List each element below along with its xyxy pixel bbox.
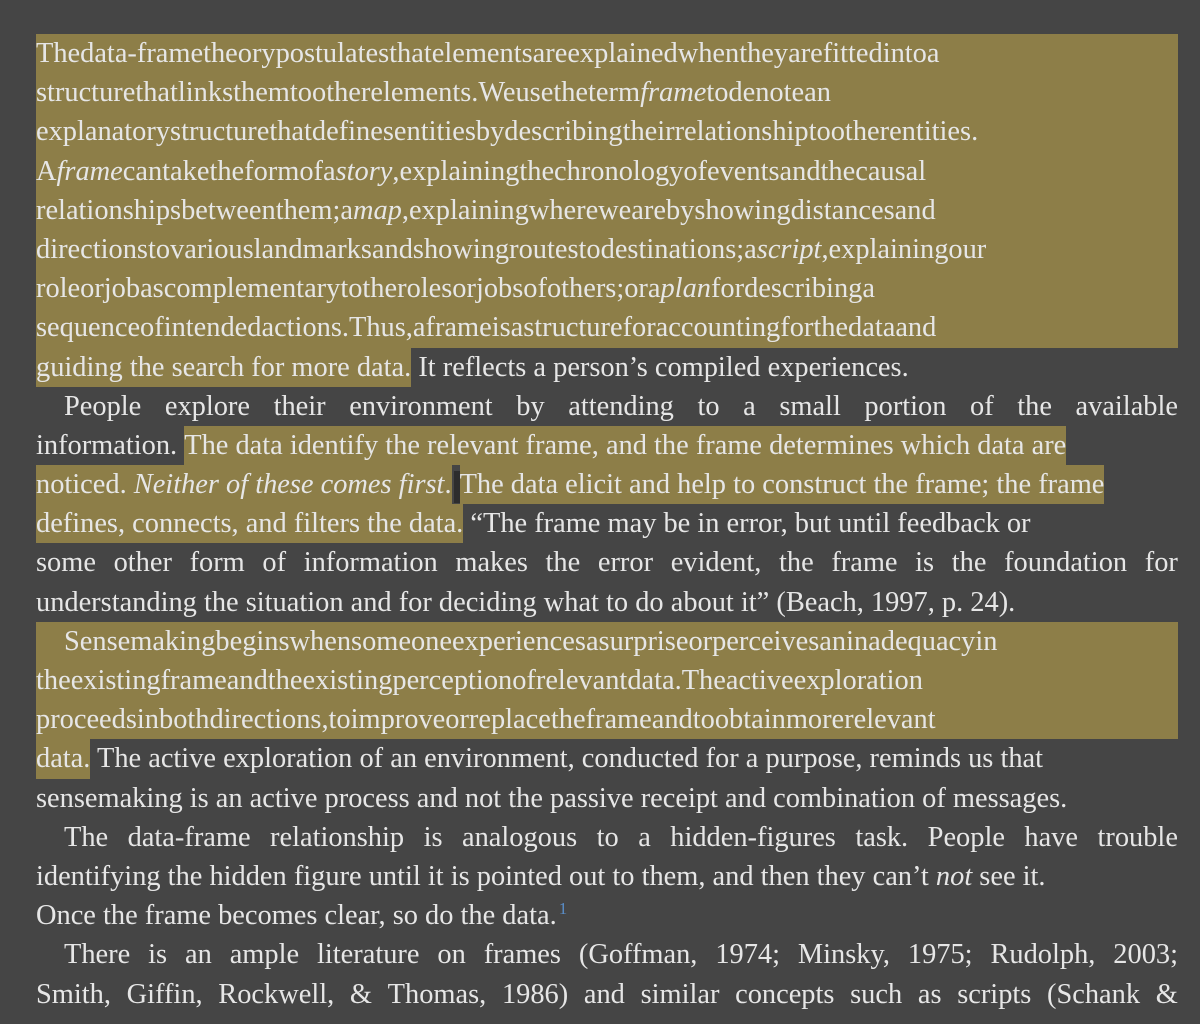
- word: 1975;: [907, 939, 973, 971]
- word: relationship: [270, 821, 405, 853]
- word: an: [819, 625, 847, 657]
- word: frame: [585, 704, 652, 736]
- word: existing: [302, 665, 393, 696]
- word: proceeds: [36, 704, 137, 736]
- word: &: [349, 978, 372, 1010]
- word: Rockwell,: [218, 978, 335, 1010]
- word: a: [743, 390, 756, 422]
- paragraph-text: [36, 818, 1178, 857]
- word: roles: [397, 273, 453, 305]
- paragraph-text: sensemaking is an active process and not the passive receipt and combination of messages.: [36, 782, 1068, 814]
- word: the: [1017, 390, 1052, 422]
- word: other: [113, 547, 172, 579]
- word: and: [583, 978, 625, 1010]
- word: the: [519, 155, 555, 187]
- word: are: [788, 38, 823, 69]
- highlighted-text[interactable]: [36, 34, 1178, 73]
- word: or: [452, 273, 476, 305]
- word: to: [706, 77, 729, 109]
- word: (Goffman,: [578, 939, 698, 971]
- word: a: [510, 312, 524, 344]
- word: frame: [425, 312, 492, 344]
- word: use: [515, 77, 554, 109]
- word: obtain: [714, 704, 786, 736]
- word: events: [707, 155, 780, 187]
- word: A: [36, 155, 57, 187]
- word: various: [170, 233, 254, 265]
- word: we: [598, 194, 632, 226]
- word: intended: [163, 312, 262, 344]
- word: an: [804, 77, 831, 109]
- paragraph-text: understanding the situation and for deciding what to do about it” (Beach, 1997, p. 24).: [36, 586, 1016, 618]
- word: the: [209, 155, 245, 187]
- word: attending: [568, 390, 674, 422]
- word: frame: [831, 547, 898, 579]
- word: concepts: [735, 978, 835, 1010]
- word: or: [445, 704, 469, 736]
- text-line: [36, 543, 1178, 582]
- word: relevant: [535, 665, 628, 696]
- word: both: [159, 704, 210, 736]
- word: directions: [36, 233, 148, 265]
- word: where: [528, 194, 599, 226]
- word: have: [1024, 821, 1079, 853]
- word: The: [681, 665, 726, 696]
- word: elements: [431, 38, 533, 69]
- word: the: [362, 273, 398, 305]
- word: theory: [203, 38, 276, 69]
- word: entities.: [889, 116, 979, 148]
- word: and: [371, 233, 413, 265]
- word: relationship: [674, 116, 809, 148]
- word: role: [36, 273, 81, 305]
- word: literature: [317, 939, 420, 971]
- word: is: [491, 312, 511, 344]
- word: inadequacy: [846, 625, 976, 657]
- word: is: [423, 821, 443, 853]
- word: the: [267, 665, 303, 696]
- word: and: [894, 194, 936, 226]
- text-line: [36, 191, 1178, 230]
- word: our: [948, 233, 987, 265]
- word: a: [585, 625, 599, 657]
- word: information: [303, 547, 438, 579]
- text-line: [36, 308, 1178, 347]
- word: entities: [393, 116, 476, 148]
- word: or: [624, 273, 648, 305]
- word: Minsky,: [797, 939, 890, 971]
- word: explaining: [828, 233, 949, 265]
- word: that: [269, 116, 312, 148]
- word: chronology: [554, 155, 684, 187]
- word: &: [1155, 978, 1178, 1010]
- word: showing: [412, 233, 510, 265]
- word: the: [553, 77, 589, 109]
- word: available: [1075, 390, 1178, 422]
- word: a: [323, 155, 336, 187]
- word: to: [596, 821, 619, 853]
- word: task.: [855, 821, 909, 853]
- word: to: [697, 390, 720, 422]
- paragraph-text: [36, 935, 1178, 974]
- word: of: [512, 665, 536, 696]
- word: Rudolph,: [990, 939, 1096, 971]
- word: frame: [640, 77, 707, 109]
- word: Thomas,: [387, 978, 487, 1010]
- text-line: [36, 622, 1178, 661]
- word: to: [578, 233, 601, 265]
- word: them;: [275, 194, 341, 226]
- word: elements.: [370, 77, 479, 109]
- word: explaining: [399, 155, 520, 187]
- highlighted-text[interactable]: guiding the search for more data.: [36, 348, 411, 387]
- word: postulates: [275, 38, 390, 69]
- paragraph-text: [36, 387, 1178, 426]
- highlighted-text[interactable]: noticed. Neither of these comes first.: [36, 465, 452, 504]
- word: on: [437, 939, 466, 971]
- word: form: [189, 547, 245, 579]
- word: describing: [744, 273, 863, 305]
- word: form: [244, 155, 300, 187]
- word: of: [262, 547, 287, 579]
- word: are: [631, 194, 666, 226]
- word: People: [927, 821, 1005, 853]
- word: landmarks: [253, 233, 372, 265]
- word: job: [103, 273, 141, 305]
- word: into: [882, 38, 927, 69]
- word: analogous: [462, 821, 578, 853]
- text-line: [36, 152, 1178, 191]
- text-line: [36, 739, 1178, 778]
- word: describing: [504, 116, 623, 148]
- word: plan: [660, 273, 711, 305]
- word: (Schank: [1047, 978, 1141, 1010]
- word: a: [926, 38, 940, 69]
- highlighted-text[interactable]: [36, 152, 1178, 191]
- word: explore: [164, 390, 250, 422]
- word: to: [340, 273, 363, 305]
- word: data-frame: [80, 38, 204, 69]
- word: for: [710, 273, 745, 305]
- highlighted-text[interactable]: [36, 622, 1178, 661]
- word: explanatory: [36, 116, 171, 148]
- word: active: [725, 665, 794, 696]
- highlighted-text[interactable]: [36, 191, 1178, 230]
- word: of: [523, 273, 547, 305]
- word: The: [36, 38, 81, 69]
- text-line: [36, 34, 1178, 73]
- word: routes: [509, 233, 579, 265]
- word: relationships: [36, 194, 182, 226]
- word: or: [80, 273, 104, 305]
- word: foundation: [1004, 547, 1128, 579]
- word: links: [177, 77, 234, 109]
- word: People: [64, 390, 142, 422]
- paragraph-text: “The frame may be in error, but until feedback or: [463, 508, 1031, 540]
- word: accounting: [655, 312, 781, 344]
- highlighted-text[interactable]: [36, 269, 1178, 308]
- highlighted-text[interactable]: data.: [36, 739, 90, 778]
- word: experiences: [451, 625, 586, 657]
- word: and: [779, 155, 821, 187]
- word: directions,: [209, 704, 329, 736]
- word: other: [830, 116, 890, 148]
- word: a: [744, 233, 757, 265]
- word: jobs: [475, 273, 524, 305]
- word: others;: [546, 273, 625, 305]
- document-page: [36, 34, 1178, 1024]
- word: for: [780, 312, 814, 344]
- word: destinations;: [600, 233, 745, 265]
- word: is: [148, 939, 168, 971]
- word: scripts: [957, 978, 1032, 1010]
- word: evident,: [670, 547, 762, 579]
- highlighted-text[interactable]: [36, 230, 1178, 269]
- word: in: [136, 704, 159, 736]
- word: for: [622, 312, 656, 344]
- word: their: [622, 116, 675, 148]
- word: to: [147, 233, 171, 265]
- word: exploration: [793, 665, 923, 696]
- word: replace: [468, 704, 551, 736]
- word: actions.: [261, 312, 349, 344]
- word: existing: [70, 665, 161, 696]
- word: an: [184, 939, 212, 971]
- word: term: [588, 77, 641, 109]
- word: as: [140, 273, 164, 305]
- word: surprise: [598, 625, 689, 657]
- word: a: [412, 312, 426, 344]
- text-line: [36, 426, 1178, 465]
- word: explaining: [408, 194, 529, 226]
- word: by: [516, 390, 545, 422]
- text-line: [36, 935, 1178, 974]
- word: Thus,: [348, 312, 413, 344]
- word: by: [475, 116, 505, 148]
- text-line: [36, 857, 1178, 896]
- word: makes: [455, 547, 528, 579]
- word: to: [289, 77, 312, 109]
- text-line: [36, 700, 1178, 739]
- word: similar: [640, 978, 720, 1010]
- word: structure: [170, 116, 270, 148]
- text-line: [36, 465, 1178, 504]
- text-line: [36, 661, 1178, 700]
- word: perception: [392, 665, 513, 696]
- word: ample: [229, 939, 300, 971]
- word: to: [328, 704, 351, 736]
- word: someone: [351, 625, 452, 657]
- word: 1974;: [715, 939, 780, 971]
- highlighted-text[interactable]: [36, 308, 1178, 347]
- text-line: [36, 504, 1178, 543]
- text-line: [36, 348, 1178, 387]
- text-line: [36, 112, 1178, 151]
- word: their: [273, 390, 326, 422]
- text-line: [36, 896, 1178, 935]
- word: they: [739, 38, 789, 69]
- word: defines: [311, 116, 394, 148]
- word: complementary: [163, 273, 341, 305]
- paragraph-text: information.: [36, 429, 185, 461]
- word: the: [545, 547, 581, 579]
- word: begins: [215, 625, 290, 657]
- word: that: [389, 38, 432, 69]
- text-line: [36, 230, 1178, 269]
- paragraph-text: [36, 975, 1178, 1014]
- highlighted-text[interactable]: The data elicit and help to construct the frame; the frame: [460, 465, 1105, 504]
- word: when: [289, 625, 352, 657]
- highlighted-text[interactable]: [36, 661, 1178, 700]
- word: showing: [694, 194, 791, 226]
- word: data-frame: [127, 821, 251, 853]
- paragraph-text: Once the frame becomes clear, so do the data.: [36, 900, 557, 932]
- word: of: [970, 390, 994, 422]
- word: and: [895, 312, 937, 344]
- word: to: [692, 704, 715, 736]
- word: a: [862, 273, 875, 305]
- highlighted-text[interactable]: [36, 700, 1178, 739]
- word: hidden-figures: [670, 821, 836, 853]
- word: distances: [790, 194, 895, 226]
- word: structure: [36, 77, 136, 109]
- word: between: [181, 194, 276, 226]
- word: more: [785, 704, 845, 736]
- word: that: [135, 77, 178, 109]
- word: trouble: [1097, 821, 1178, 853]
- word: portion: [864, 390, 947, 422]
- paragraph-text: It reflects a person’s compiled experiences.: [411, 351, 909, 383]
- text-line: [36, 779, 1178, 818]
- paragraph-text: identifying the hidden figure until it is pointed out to them, and then they can’t not see it.: [36, 860, 1046, 892]
- word: 2003;: [1113, 939, 1178, 971]
- word: the: [951, 547, 987, 579]
- word: in: [975, 625, 998, 657]
- word: relevant: [844, 704, 936, 736]
- word: We: [478, 77, 516, 109]
- word: There: [64, 939, 131, 971]
- word: as: [917, 978, 942, 1010]
- word: frame: [56, 155, 123, 187]
- word: take: [162, 155, 210, 187]
- footnote-link[interactable]: 1: [558, 898, 568, 918]
- word: frame: [160, 665, 227, 696]
- text-line: [36, 387, 1178, 426]
- word: frames: [483, 939, 561, 971]
- word: data: [848, 312, 896, 344]
- word: small: [779, 390, 841, 422]
- word: environment: [349, 390, 493, 422]
- word: the: [813, 312, 849, 344]
- word: can: [122, 155, 163, 187]
- word: and: [651, 704, 693, 736]
- paragraph-text: The active exploration of an environment, conducted for a purpose, reminds us that: [90, 743, 1044, 775]
- word: or: [688, 625, 713, 657]
- word: by: [665, 194, 695, 226]
- word: error: [597, 547, 654, 579]
- word: when: [677, 38, 740, 69]
- word: the: [550, 704, 586, 736]
- word: perceives: [712, 625, 820, 657]
- word: the: [779, 547, 814, 579]
- word: such: [850, 978, 903, 1010]
- word: story,: [335, 155, 400, 187]
- word: The: [64, 821, 109, 853]
- highlighted-text[interactable]: The data identify the relevant frame, and the frame determines which data are: [184, 426, 1066, 465]
- word: some: [36, 547, 96, 579]
- word: of: [683, 155, 708, 187]
- word: to: [808, 116, 831, 148]
- word: are: [532, 38, 568, 69]
- word: them: [233, 77, 290, 109]
- word: and: [226, 665, 268, 696]
- word: the: [820, 155, 856, 187]
- word: structure: [523, 312, 623, 344]
- word: improve: [350, 704, 446, 736]
- highlighted-text[interactable]: [36, 73, 1178, 112]
- text-line: [36, 73, 1178, 112]
- word: sequence: [36, 312, 141, 344]
- text-line: [36, 583, 1178, 622]
- word: explained: [567, 38, 678, 69]
- word: a: [340, 194, 353, 226]
- word: denote: [728, 77, 805, 109]
- word: map,: [352, 194, 409, 226]
- word: data.: [627, 665, 682, 696]
- word: other: [312, 77, 371, 109]
- word: a: [647, 273, 661, 305]
- text-line: [36, 975, 1178, 1014]
- highlighted-text[interactable]: [36, 112, 1178, 151]
- text-line: [36, 818, 1178, 857]
- word: is: [915, 547, 935, 579]
- word: Sensemaking: [64, 625, 216, 657]
- word: 1986): [501, 978, 569, 1010]
- highlighted-text[interactable]: defines, connects, and filters the data.: [36, 504, 463, 543]
- word: fitted: [822, 38, 883, 69]
- word: Smith,: [36, 978, 111, 1010]
- word: a: [638, 821, 651, 853]
- word: the: [36, 665, 71, 696]
- word: of: [299, 155, 323, 187]
- word: of: [140, 312, 164, 344]
- word: causal: [855, 155, 927, 187]
- italic-phrase: Neither of these comes first: [133, 469, 445, 501]
- word: Giffin,: [126, 978, 203, 1010]
- word: script,: [756, 233, 829, 265]
- paragraph-text: [36, 543, 1178, 582]
- text-line: [36, 269, 1178, 308]
- word: for: [1144, 547, 1178, 579]
